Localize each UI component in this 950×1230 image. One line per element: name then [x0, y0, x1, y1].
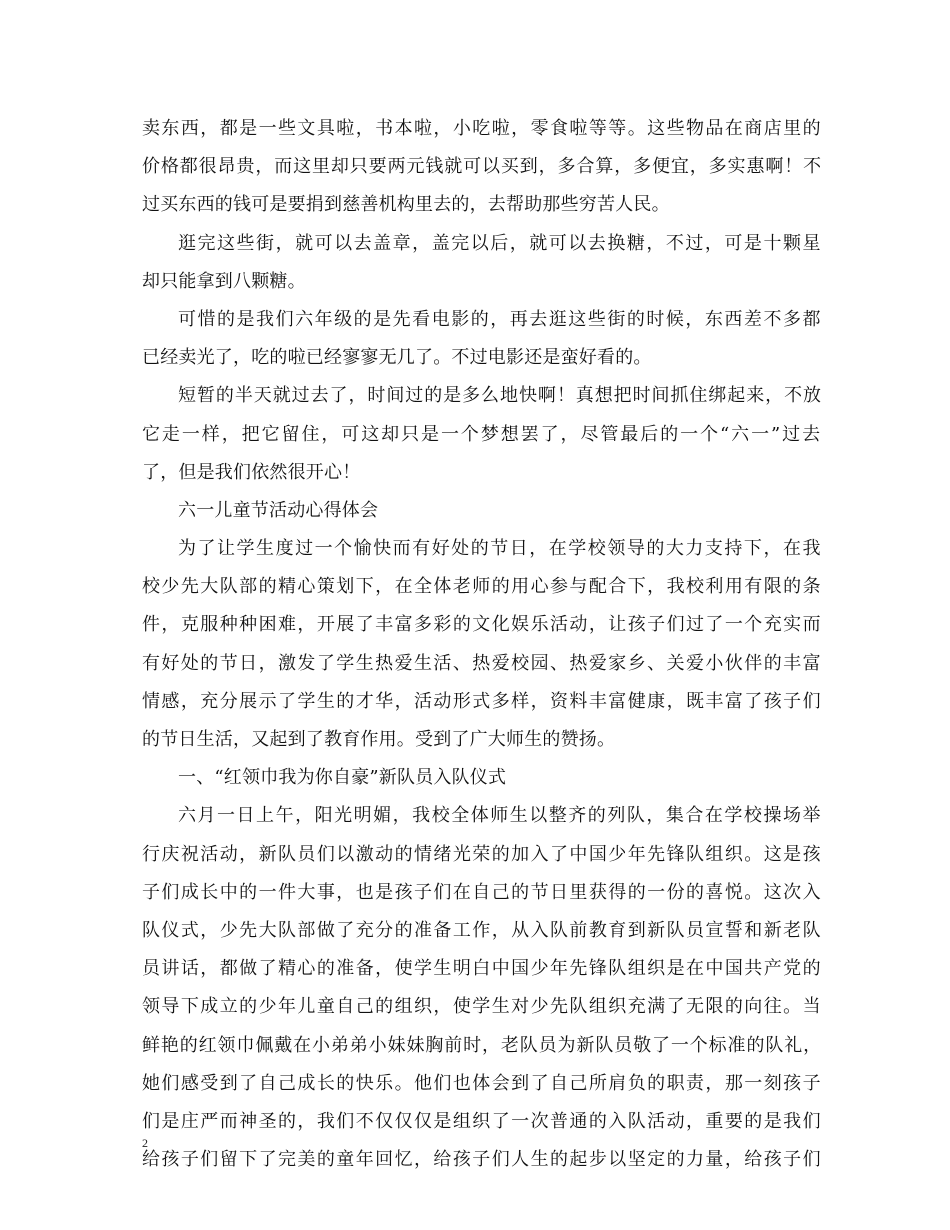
- text-line: 行庆祝活动，新队员们以激动的情绪光荣的加入了中国少年先锋队组织。这是孩: [142, 843, 822, 865]
- text-line: 过买东西的钱可是要捐到慈善机构里去的，去帮助那些穷苦人民。: [142, 194, 670, 216]
- text-line: 的节日生活，又起到了教育作用。受到了广大师生的赞扬。: [142, 729, 616, 750]
- text-line: 情感，充分展示了学生的才华，活动形式多样，资料丰富健康，既丰富了孩子们: [142, 690, 822, 712]
- text-line: 一、“红领巾我为你自豪”新队员入队仪式: [178, 767, 507, 789]
- text-line: 给孩子们留下了完美的童年回忆，给孩子们人生的起步以坚定的力量，给孩子们: [142, 1149, 822, 1171]
- text-line: 短暂的半天就过去了，时间过的是多么地快啊！真想把时间抓住绑起来，不放: [178, 385, 822, 407]
- text-line: 鲜艳的红领巾佩戴在小弟弟小妹妹胸前时，老队员为新队员敬了一个标准的队礼，: [142, 1034, 822, 1056]
- text-line: 已经卖光了，吃的啦已经寥寥无几了。不过电影还是蛮好看的。: [142, 347, 652, 369]
- text-line: 们是庄严而神圣的，我们不仅仅仅是组织了一次普通的入队活动，重要的是我们: [142, 1110, 822, 1132]
- text-line: 她们感受到了自己成长的快乐。他们也体会到了自己所肩负的职责，那一刻孩子: [142, 1072, 822, 1094]
- text-line: 六一儿童节活动心得体会: [178, 499, 379, 521]
- text-line: 领导下成立的少年儿童自己的组织，使学生对少先队组织充满了无限的向往。当: [142, 996, 822, 1018]
- text-line: 六月一日上午，阳光明媚，我校全体师生以整齐的列队，集合在学校操场举: [178, 805, 822, 827]
- text-line: 为了让学生度过一个愉快而有好处的节日，在学校领导的大力支持下，在我: [178, 538, 822, 560]
- text-line: 卖东西，都是一些文具啦，书本啦，小吃啦，零食啦等等。这些物品在商店里的: [142, 118, 822, 139]
- page-number: 2: [142, 1136, 148, 1150]
- text-line: 队仪式，少先大队部做了充分的准备工作，从入队前教育到新队员宣誓和新老队: [142, 919, 822, 941]
- text-line: 子们成长中的一件大事，也是孩子们在自己的节日里获得的一份的喜悦。这次入: [142, 881, 822, 903]
- text-line: 可惜的是我们六年级的是先看电影的，再去逛这些街的时候，东西差不多都: [178, 308, 822, 330]
- text-line: 了，但是我们依然很开心！: [142, 461, 361, 483]
- text-line: 价格都很昂贵，而这里却只要两元钱就可以买到，多合算，多便宜，多实惠啊！不: [142, 156, 822, 178]
- document-body: [142, 110, 822, 1179]
- text-line: 件，克服种种困难，开展了丰富多彩的文化娱乐活动，让孩子们过了一个充实而: [142, 614, 822, 636]
- text-line: 逛完这些街，就可以去盖章，盖完以后，就可以去换糖，不过，可是十颗星: [178, 232, 822, 254]
- text-line: 有好处的节日，激发了学生热爱生活、热爱校园、热爱家乡、关爱小伙伴的丰富: [142, 652, 822, 674]
- text-line: 它走一样，把它留住，可这却只是一个梦想罢了，尽管最后的一个“六一”过去: [142, 423, 822, 445]
- text-line: 校少先大队部的精心策划下，在全体老师的用心参与配合下，我校利用有限的条: [142, 576, 822, 598]
- text-line: 员讲话，都做了精心的准备，使学生明白中国少年先锋队组织是在中国共产党的: [142, 958, 822, 980]
- text-line: 却只能拿到八颗糖。: [142, 270, 306, 292]
